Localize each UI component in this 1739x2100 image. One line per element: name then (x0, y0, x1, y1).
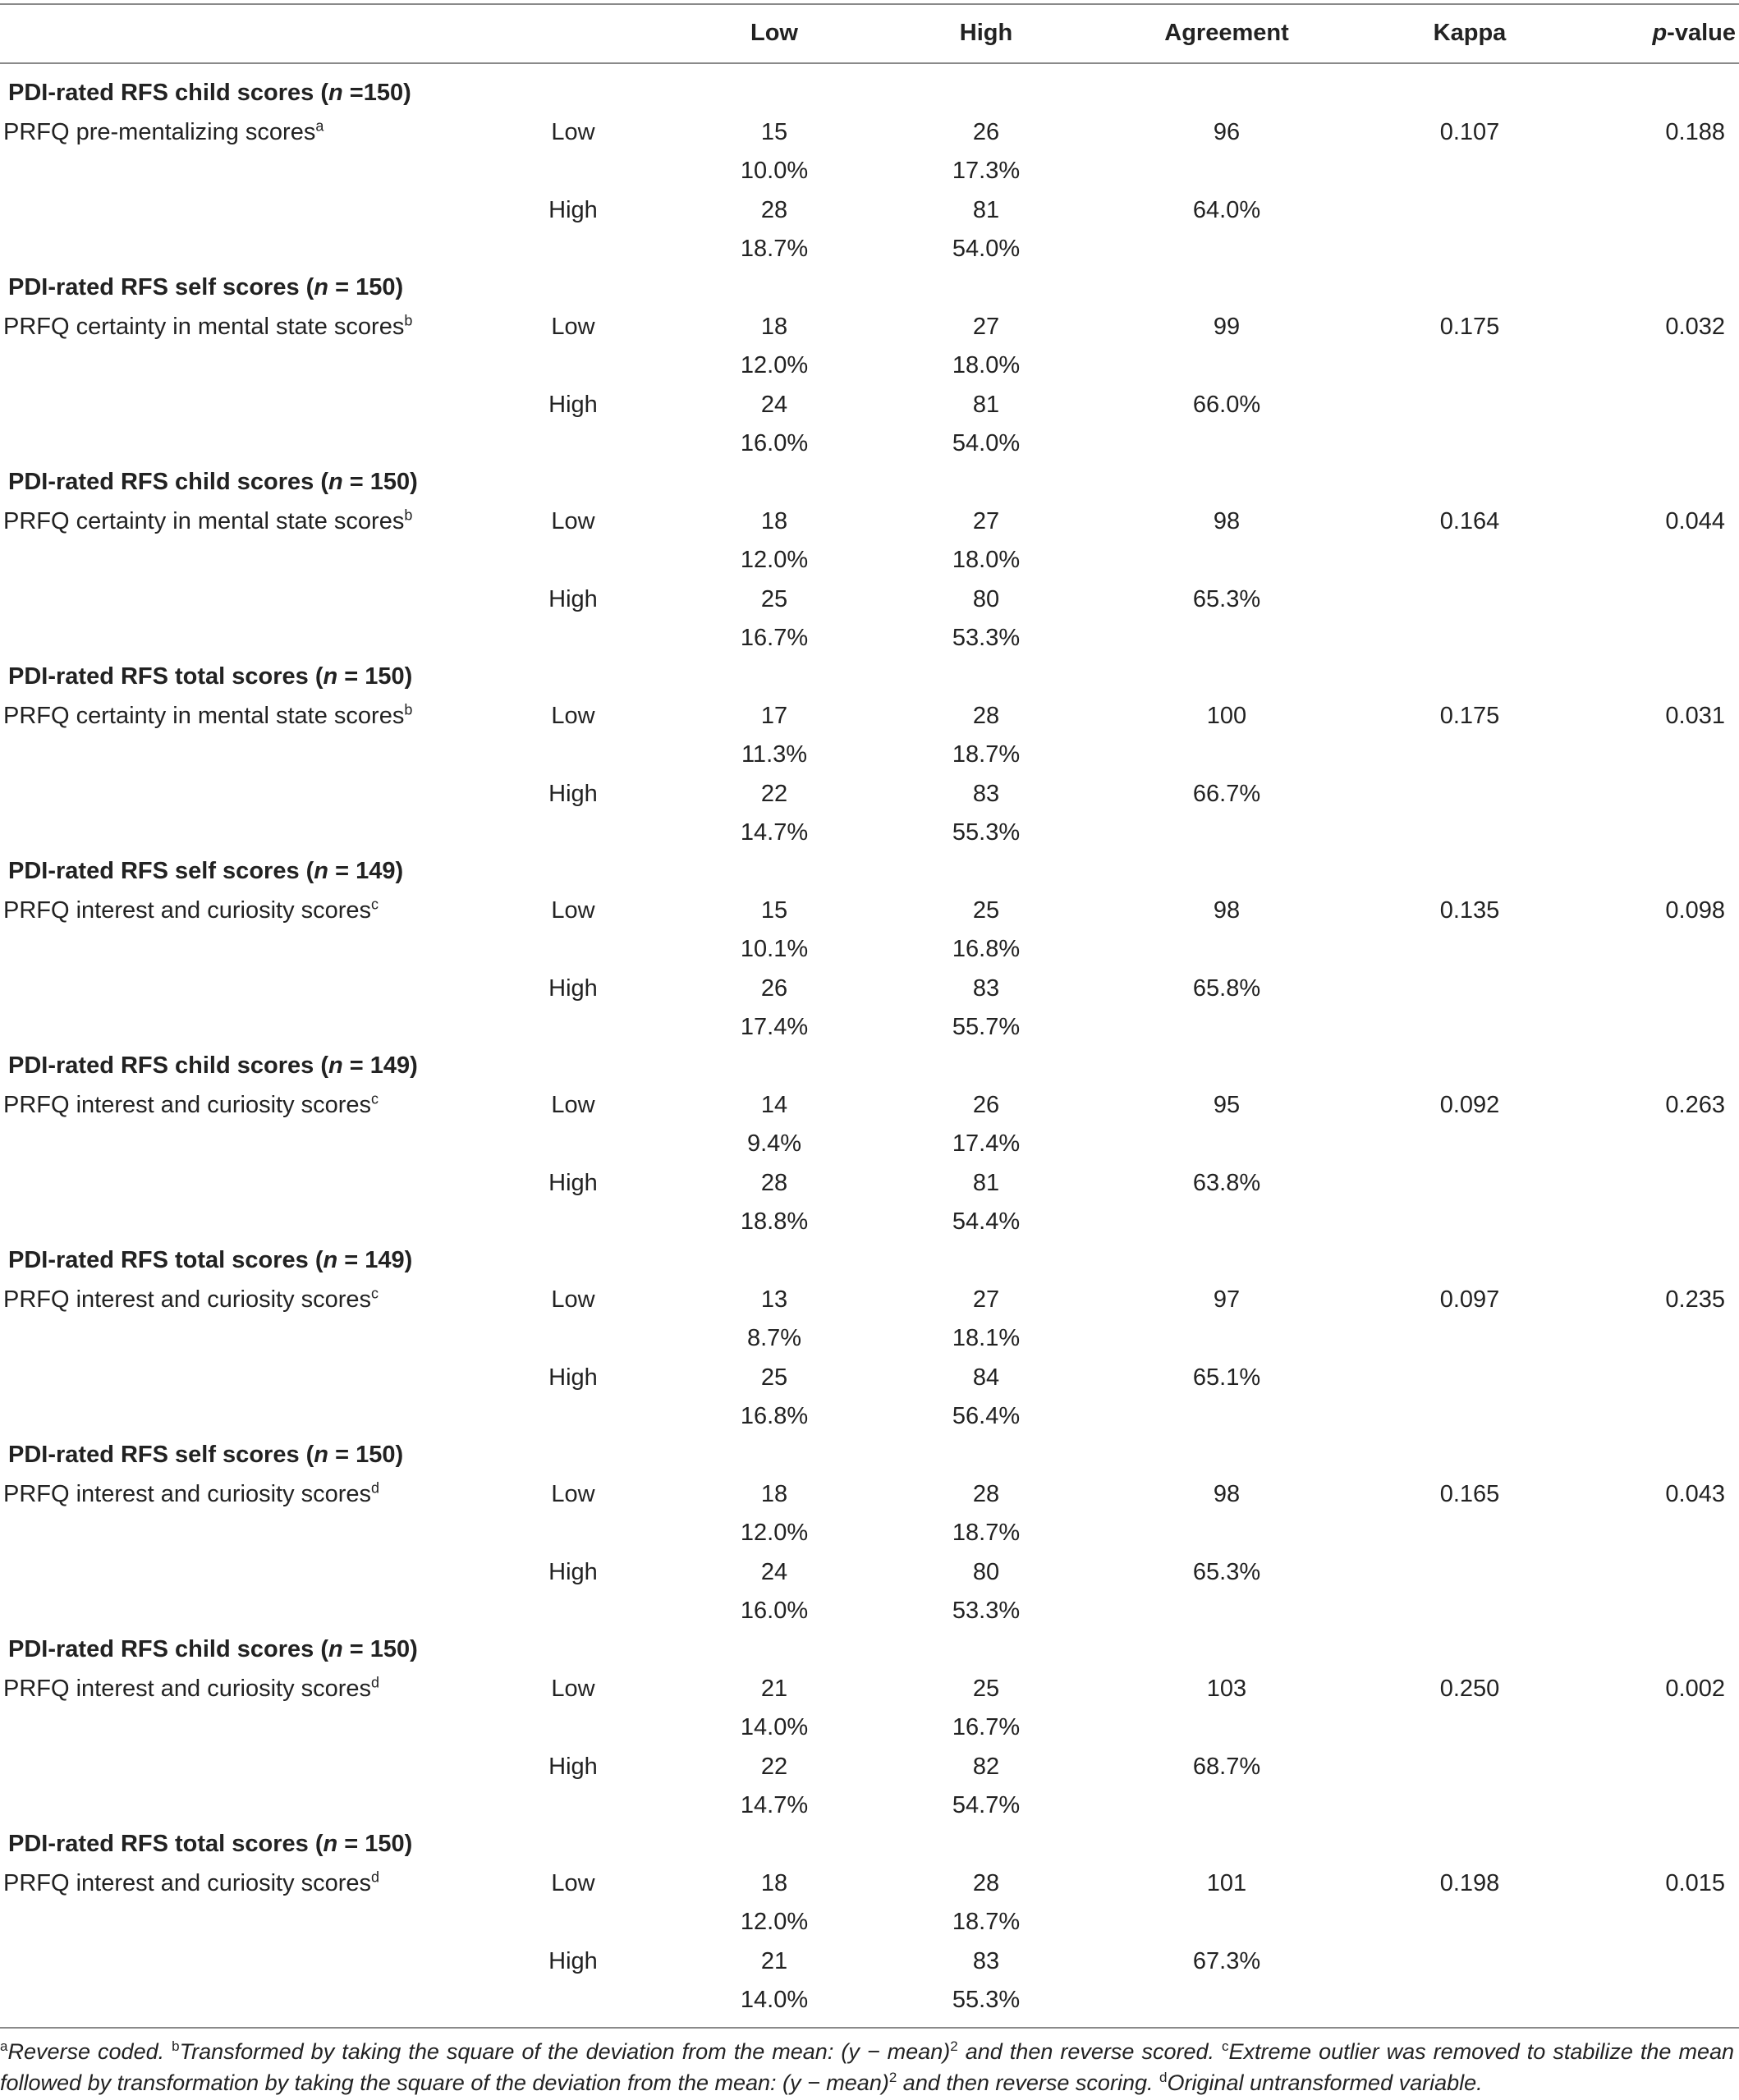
row-label-high: High (548, 1753, 598, 1780)
row-label-high: High (548, 196, 598, 223)
group-title: PDI-rated RFS total scores (n = 149) (8, 1247, 413, 1273)
row-label-low: Low (551, 896, 595, 924)
kappa-value: 0.107 (1439, 118, 1500, 145)
cell-high-low-pct: 16.7% (740, 625, 809, 651)
cell-high-low-pct: 14.0% (740, 1987, 809, 2013)
agreement-pct: 63.8% (1192, 1169, 1261, 1196)
row-label-low: Low (551, 118, 595, 145)
agreement-pct: 64.0% (1192, 196, 1261, 223)
cell-low-low-pct: 9.4% (746, 1130, 802, 1157)
cell-low-low-pct: 14.0% (740, 1714, 809, 1740)
row-label-low: Low (551, 507, 595, 534)
group-title: PDI-rated RFS self scores (n = 149) (8, 858, 404, 884)
agreement-count: 96 (1213, 118, 1241, 145)
agreement-pct: 68.7% (1192, 1753, 1261, 1780)
p-value: 0.032 (1665, 313, 1725, 340)
agreement-pct: 65.8% (1192, 974, 1261, 1002)
row-label-high: High (548, 391, 598, 418)
cell-high-high-count: 81 (972, 391, 1000, 418)
cell-low-low-count: 15 (760, 118, 788, 145)
row-label-low: Low (551, 313, 595, 340)
header-high: High (959, 20, 1013, 46)
cell-high-high-count: 84 (972, 1364, 1000, 1391)
p-value: 0.031 (1665, 702, 1725, 729)
cell-high-low-pct: 17.4% (740, 1014, 809, 1040)
cell-low-low-count: 18 (760, 313, 788, 340)
p-value: 0.015 (1665, 1869, 1725, 1896)
cell-high-low-count: 24 (760, 1558, 788, 1585)
measure-label: PRFQ interest and curiosity scores$^c$ (3, 895, 379, 924)
cell-high-high-pct: 53.3% (952, 625, 1021, 651)
cell-high-high-pct: 55.7% (952, 1014, 1021, 1040)
group-title: PDI-rated RFS total scores (n = 150) (8, 1831, 413, 1857)
agreement-count: 100 (1206, 702, 1247, 729)
agreement-pct: 65.3% (1192, 1558, 1261, 1585)
cell-high-high-pct: 56.4% (952, 1403, 1021, 1429)
row-label-high: High (548, 974, 598, 1002)
cell-high-low-count: 28 (760, 1169, 788, 1196)
row-label-high: High (548, 1558, 598, 1585)
agreement-pct: 67.3% (1192, 1947, 1261, 1974)
p-value: 0.098 (1665, 896, 1725, 924)
cell-low-low-count: 21 (760, 1675, 788, 1702)
cell-low-low-count: 18 (760, 507, 788, 534)
agreement-count: 98 (1213, 896, 1241, 924)
p-value: 0.043 (1665, 1480, 1725, 1507)
cell-low-high-pct: 16.8% (952, 936, 1021, 962)
cell-high-high-count: 81 (972, 196, 1000, 223)
cell-low-high-pct: 18.0% (952, 547, 1021, 573)
agreement-count: 98 (1213, 1480, 1241, 1507)
agreement-count: 97 (1213, 1286, 1241, 1313)
cell-high-high-pct: 54.4% (952, 1208, 1021, 1235)
bottom-rule (0, 2027, 1739, 2029)
kappa-value: 0.135 (1439, 896, 1500, 924)
measure-label: PRFQ interest and curiosity scores$^d$ (3, 1673, 380, 1702)
cell-low-high-count: 25 (972, 1675, 1000, 1702)
cell-high-high-count: 83 (972, 974, 1000, 1002)
row-label-high: High (548, 1364, 598, 1391)
cell-low-high-pct: 17.4% (952, 1130, 1021, 1157)
measure-label: PRFQ certainty in mental state scores$^b$ (3, 700, 413, 729)
group-title: PDI-rated RFS child scores (n = 150) (8, 1636, 418, 1662)
kappa-value: 0.175 (1439, 313, 1500, 340)
cell-high-high-count: 80 (972, 1558, 1000, 1585)
cell-high-low-count: 24 (760, 391, 788, 418)
cell-high-low-count: 25 (760, 585, 788, 612)
row-label-high: High (548, 1169, 598, 1196)
cell-high-low-pct: 14.7% (740, 1792, 809, 1818)
agreement-count: 98 (1213, 507, 1241, 534)
cell-low-low-count: 15 (760, 896, 788, 924)
cell-low-low-pct: 11.3% (741, 741, 808, 768)
cell-low-high-count: 28 (972, 1869, 1000, 1896)
kappa-value: 0.175 (1439, 702, 1500, 729)
table-footnotes: $^a$Reverse coded. $^b$Transformed by taking the square of the deviation from the mean: (y − mean)$^2$ and then reverse scored. $^c$Extreme outlier was removed to stabilize the mean followed by transformation by taking the square of the deviation from the mean: (y − mean)$^2$ and then reverse scoring. $^d$Original untransformed variable. (0, 2038, 1734, 2095)
agreement-count: 95 (1213, 1091, 1241, 1118)
header-low: Low (750, 20, 798, 46)
cell-high-low-pct: 16.0% (740, 1598, 809, 1624)
p-value: 0.002 (1665, 1675, 1725, 1702)
cell-high-low-pct: 18.7% (740, 236, 809, 262)
cell-low-low-count: 14 (760, 1091, 788, 1118)
group-title: PDI-rated RFS total scores (n = 150) (8, 663, 413, 690)
cell-high-high-count: 83 (972, 780, 1000, 807)
kappa-value: 0.164 (1439, 507, 1500, 534)
agreement-count: 101 (1206, 1869, 1247, 1896)
cell-high-low-count: 28 (760, 196, 788, 223)
group-title: PDI-rated RFS self scores (n = 150) (8, 1442, 404, 1468)
cell-high-high-count: 80 (972, 585, 1000, 612)
kappa-value: 0.250 (1439, 1675, 1500, 1702)
kappa-value: 0.165 (1439, 1480, 1500, 1507)
cell-high-high-pct: 55.3% (952, 1987, 1021, 2013)
cell-high-low-count: 22 (760, 780, 788, 807)
cell-low-low-pct: 12.0% (740, 1909, 809, 1935)
p-value: 0.188 (1665, 118, 1725, 145)
agreement-count: 103 (1206, 1675, 1247, 1702)
cell-low-high-count: 26 (972, 1091, 1000, 1118)
cell-high-high-pct: 54.0% (952, 430, 1021, 456)
group-title: PDI-rated RFS self scores (n = 150) (8, 274, 404, 300)
measure-label: PRFQ certainty in mental state scores$^b$ (3, 311, 413, 340)
measure-label: PRFQ interest and curiosity scores$^d$ (3, 1868, 380, 1896)
cell-low-low-count: 13 (760, 1286, 788, 1313)
cell-low-high-pct: 18.7% (952, 1520, 1021, 1546)
cell-high-low-count: 21 (760, 1947, 788, 1974)
cell-low-low-pct: 10.1% (740, 936, 809, 962)
row-label-low: Low (551, 1480, 595, 1507)
row-label-high: High (548, 1947, 598, 1974)
group-title: PDI-rated RFS child scores (n = 150) (8, 469, 418, 495)
cell-low-high-count: 27 (972, 507, 1000, 534)
cell-low-low-pct: 12.0% (740, 352, 809, 378)
p-value: 0.235 (1665, 1286, 1725, 1313)
row-label-high: High (548, 780, 598, 807)
cell-high-high-pct: 54.0% (952, 236, 1021, 262)
row-label-low: Low (551, 1675, 595, 1702)
kappa-value: 0.198 (1439, 1869, 1500, 1896)
measure-label: PRFQ interest and curiosity scores$^c$ (3, 1089, 379, 1118)
cell-low-high-count: 25 (972, 896, 1000, 924)
cell-high-low-count: 26 (760, 974, 788, 1002)
measure-label: PRFQ pre-mentalizing scores$^a$ (3, 117, 324, 145)
cell-low-high-pct: 18.1% (952, 1325, 1021, 1351)
cell-low-high-count: 27 (972, 1286, 1000, 1313)
group-title: PDI-rated RFS child scores (n = 149) (8, 1052, 418, 1079)
cell-low-high-pct: 18.7% (952, 741, 1021, 768)
p-value: 0.263 (1665, 1091, 1725, 1118)
row-label-low: Low (551, 1286, 595, 1313)
measure-label: PRFQ interest and curiosity scores$^d$ (3, 1479, 380, 1507)
measure-label: PRFQ interest and curiosity scores$^c$ (3, 1284, 379, 1313)
kappa-value: 0.092 (1439, 1091, 1500, 1118)
cell-high-high-count: 82 (972, 1753, 1000, 1780)
cell-high-low-pct: 14.7% (740, 819, 809, 846)
cell-low-high-pct: 17.3% (952, 158, 1021, 184)
kappa-value: 0.097 (1439, 1286, 1500, 1313)
cell-high-high-pct: 53.3% (952, 1598, 1021, 1624)
measure-label: PRFQ certainty in mental state scores$^b$ (3, 506, 413, 534)
cell-low-high-pct: 18.0% (952, 352, 1021, 378)
cell-high-high-pct: 54.7% (952, 1792, 1021, 1818)
row-label-low: Low (551, 1869, 595, 1896)
header-kappa: Kappa (1433, 20, 1507, 46)
row-label-low: Low (551, 1091, 595, 1118)
row-label-low: Low (551, 702, 595, 729)
cell-low-high-count: 28 (972, 1480, 1000, 1507)
cell-high-low-pct: 16.8% (740, 1403, 809, 1429)
top-rule (0, 3, 1739, 5)
cell-low-low-count: 17 (760, 702, 788, 729)
cell-high-low-pct: 16.0% (740, 430, 809, 456)
group-title: PDI-rated RFS child scores (n =150) (8, 80, 411, 106)
cell-high-low-pct: 18.8% (740, 1208, 809, 1235)
cell-low-high-pct: 16.7% (952, 1714, 1021, 1740)
cell-low-low-count: 18 (760, 1480, 788, 1507)
agreement-pct: 65.1% (1192, 1364, 1261, 1391)
header-rule (0, 62, 1739, 64)
cell-low-low-pct: 12.0% (740, 1520, 809, 1546)
cell-high-low-count: 25 (760, 1364, 788, 1391)
header-p-value: p-value (1652, 20, 1736, 46)
cell-low-low-count: 18 (760, 1869, 788, 1896)
header-agreement: Agreement (1164, 20, 1289, 46)
agreement-pct: 65.3% (1192, 585, 1261, 612)
agreement-pct: 66.7% (1192, 780, 1261, 807)
cell-low-high-count: 28 (972, 702, 1000, 729)
cell-low-high-count: 27 (972, 313, 1000, 340)
row-label-high: High (548, 585, 598, 612)
cell-low-high-pct: 18.7% (952, 1909, 1021, 1935)
cell-high-low-count: 22 (760, 1753, 788, 1780)
agreement-count: 99 (1213, 313, 1241, 340)
cell-low-low-pct: 12.0% (740, 547, 809, 573)
cell-low-low-pct: 10.0% (740, 158, 809, 184)
cell-low-high-count: 26 (972, 118, 1000, 145)
cell-high-high-count: 81 (972, 1169, 1000, 1196)
cell-high-high-count: 83 (972, 1947, 1000, 1974)
p-value: 0.044 (1665, 507, 1725, 534)
cell-low-low-pct: 8.7% (746, 1325, 802, 1351)
agreement-pct: 66.0% (1192, 391, 1261, 418)
cell-high-high-pct: 55.3% (952, 819, 1021, 846)
